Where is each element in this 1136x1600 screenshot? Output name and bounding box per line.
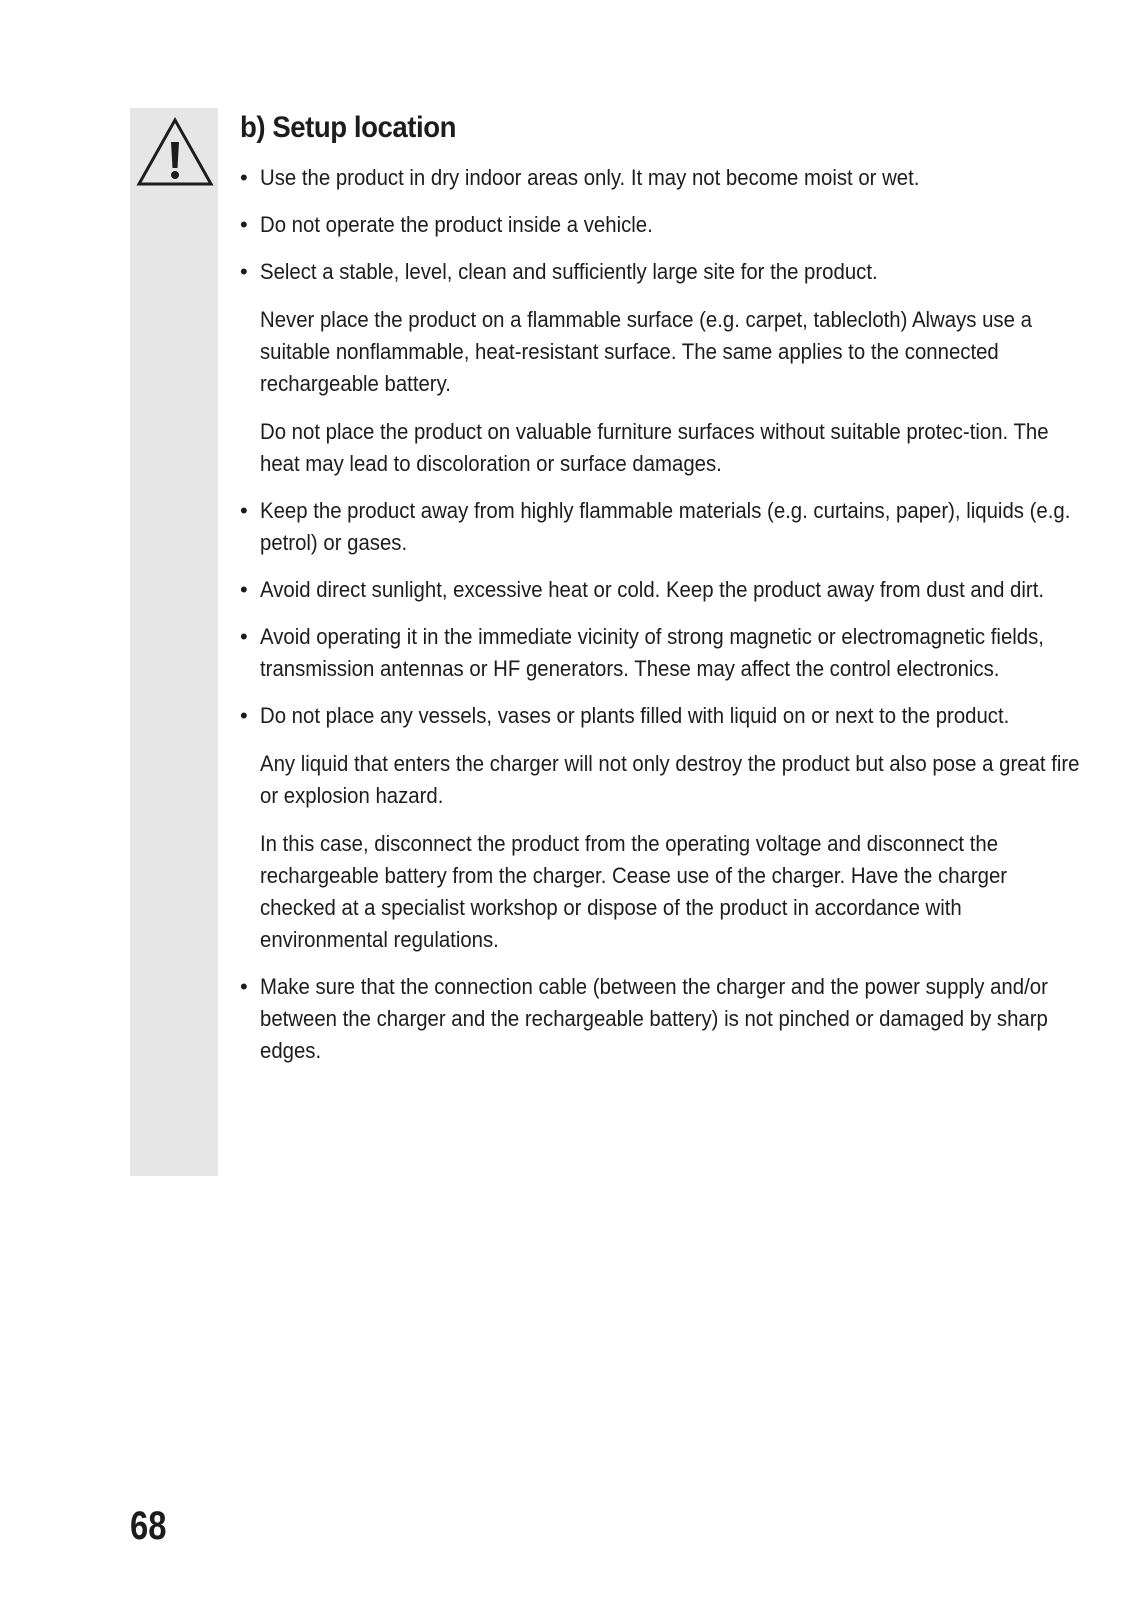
bullet-marker: • — [240, 212, 248, 237]
item-paragraph: In this case, disconnect the product from the operating voltage and disconnect the rechargeable battery from the charger. Cease use of the charger. Have the charger checked at a specialist workshop or dispose of the product in accordance with environmental regulations. — [260, 831, 1008, 952]
bullet-marker: • — [240, 498, 248, 523]
list-item — [240, 700, 1080, 956]
item-paragraph: Avoid direct sunlight, excessive heat or cold. Keep the product away from dust and dirt. — [260, 577, 1045, 602]
list-item — [240, 162, 1070, 194]
bullet-list — [240, 162, 1080, 1067]
list-item — [240, 971, 1070, 1067]
item-paragraph: Never place the product on a flammable surface (e.g. carpet, tablecloth) Always use a suitable nonflammable, heat-resistant surface. The same applies to the connected rechargeable battery. — [260, 307, 1032, 396]
list-item — [240, 209, 1070, 241]
item-paragraph: Select a stable, level, clean and sufficiently large site for the product. — [260, 259, 878, 284]
item-paragraph: Make sure that the connection cable (between the charger and the power supply and/or between the charger and the rechargeable battery) is not pinched or damaged by sharp edges. — [260, 974, 1048, 1063]
item-paragraph: Any liquid that enters the charger will not only destroy the product but also pose a great fire or explosion hazard. — [260, 751, 1080, 808]
item-paragraph: Use the product in dry indoor areas only. It may not become moist or wet. — [260, 165, 920, 190]
section-content — [240, 108, 1080, 1082]
bullet-marker: • — [240, 624, 248, 649]
bullet-marker: • — [240, 577, 248, 602]
warning-triangle-icon — [136, 116, 214, 188]
bullet-marker: • — [240, 703, 248, 728]
list-item — [240, 621, 1070, 685]
item-paragraph: Do not place the product on valuable furniture surfaces without suitable protec-tion. The heat may lead to discoloration or surface damages. — [260, 419, 1049, 476]
list-item — [240, 574, 1070, 606]
bullet-marker: • — [240, 165, 248, 190]
page-number: 68 — [130, 1504, 167, 1548]
bullet-marker: • — [240, 974, 248, 999]
bullet-marker: • — [240, 259, 248, 284]
section-title: b) Setup location — [240, 111, 457, 144]
item-paragraph: Do not place any vessels, vases or plants filled with liquid on or next to the product. — [260, 703, 1010, 728]
warning-sidebar — [130, 108, 218, 1176]
item-paragraph: Avoid operating it in the immediate vicinity of strong magnetic or electromagnetic fields, transmission antennas or HF generators. These may affect the control electronics. — [260, 624, 1044, 681]
item-paragraph: Do not operate the product inside a vehicle. — [260, 212, 653, 237]
list-item — [240, 256, 1070, 480]
item-paragraph: Keep the product away from highly flammable materials (e.g. curtains, paper), liquids (e.g. petrol) or gases. — [260, 498, 1071, 555]
list-item — [240, 495, 1070, 559]
